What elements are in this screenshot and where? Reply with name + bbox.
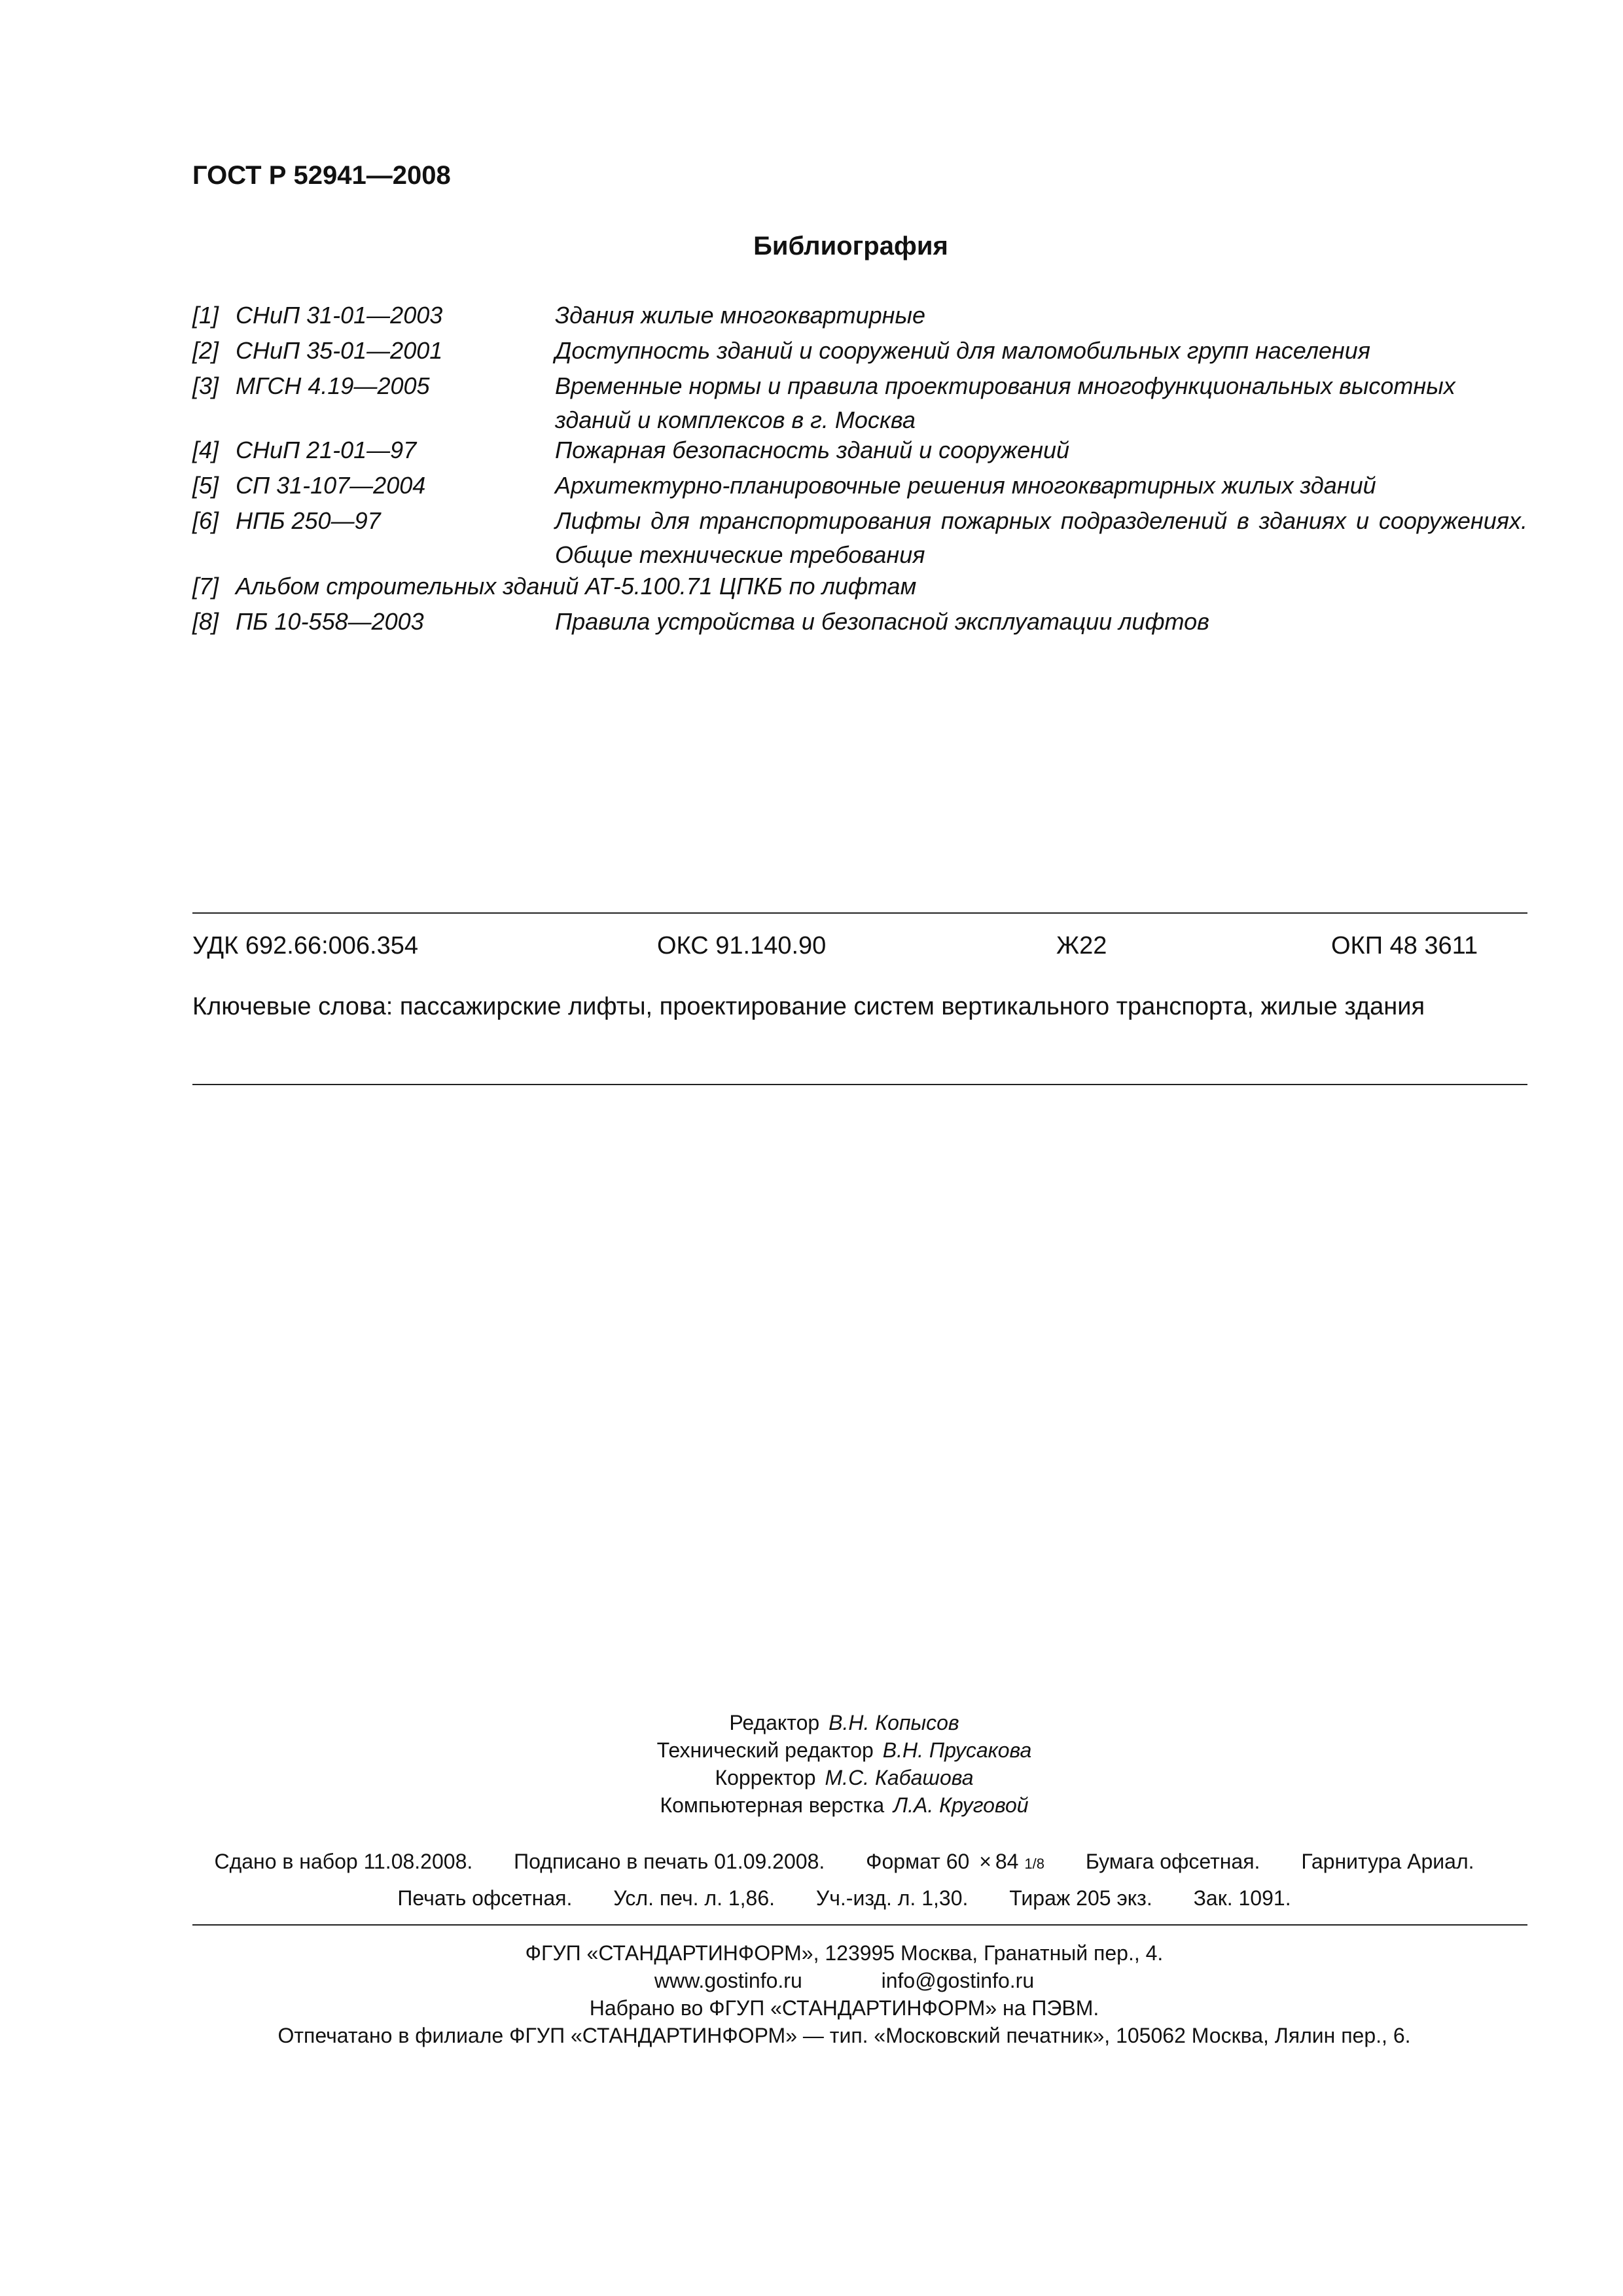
entry-description: Здания жилые многоквартирные: [555, 302, 925, 329]
entry-description: Правила устройства и безопасной эксплуатации лифтов: [555, 608, 1209, 635]
bibliography-title: Библиография: [753, 232, 948, 260]
entry-number: [2]: [192, 337, 219, 364]
entry-description: Временные нормы и правила проектирования многофункциональных высотных зданий и комплексов в г. Москва: [555, 372, 1455, 433]
entry-number: [4]: [192, 437, 219, 463]
credit-name: Л.А. Круговой: [893, 1793, 1029, 1817]
print-format: [866, 1850, 1044, 1874]
entry-number: [5]: [192, 472, 219, 499]
order-number: Зак. 1091.: [1193, 1886, 1291, 1910]
credit-line: [0, 1711, 1623, 1735]
signed-date: Подписано в печать 01.09.2008.: [514, 1850, 825, 1873]
credit-line: [0, 1793, 1623, 1818]
entry-code: МГСН 4.19—2005: [236, 372, 430, 399]
credit-name: В.Н. Копысов: [829, 1711, 959, 1734]
entry-code: СНиП 21-01—97: [236, 437, 417, 463]
format-times: ×: [979, 1850, 991, 1873]
format-fraction: 1/8: [1024, 1856, 1044, 1872]
credit-name: В.Н. Прусакова: [882, 1738, 1032, 1762]
entry-number: [3]: [192, 372, 219, 399]
credit-role: Редактор: [729, 1711, 820, 1734]
typeface: Гарнитура Ариал.: [1301, 1850, 1474, 1873]
entry-description: Пожарная безопасность зданий и сооружений: [555, 437, 1070, 463]
keywords: Ключевые слова: пассажирские лифты, проектирование систем вертикального транспорта, жилые здания: [192, 993, 1425, 1020]
entry-code: СП 31-107—2004: [236, 472, 426, 499]
imprint-bottom-rule: [192, 1924, 1527, 1926]
publisher-website[interactable]: www.gostinfo.ru: [654, 1969, 802, 1992]
keywords-bottom-rule: [192, 1084, 1527, 1085]
entry-number: [6]: [192, 507, 219, 534]
credit-line: [0, 1766, 1623, 1790]
entry-description: Лифты для транспортирования пожарных подразделений в зданиях и сооружениях. Общие технические требования: [555, 507, 1527, 568]
imprint-line-1: [0, 1850, 1623, 1874]
credit-role: Корректор: [715, 1766, 816, 1789]
credit-role: Компьютерная верстка: [660, 1793, 885, 1817]
paper-type: Бумага офсетная.: [1085, 1850, 1260, 1873]
publication-sheets: Уч.-изд. л. 1,30.: [815, 1886, 969, 1910]
publisher-email[interactable]: info@gostinfo.ru: [881, 1969, 1035, 1992]
entry-code: НПБ 250—97: [236, 507, 381, 534]
standard-code: ГОСТ Р 52941—2008: [192, 161, 451, 190]
entry-number: [8]: [192, 608, 219, 635]
entry-code: СНиП 35-01—2001: [236, 337, 443, 364]
entry-full-title: Альбом строительных зданий АТ-5.100.71 ЦПКБ по лифтам: [236, 573, 917, 600]
typeset-note: Набрано во ФГУП «СТАНДАРТИНФОРМ» на ПЭВМ.: [589, 1996, 1099, 2020]
group-code: Ж22: [1056, 932, 1107, 960]
udk-code: УДК 692.66:006.354: [192, 932, 419, 960]
credit-name: М.С. Кабашова: [825, 1766, 974, 1789]
classification-top-rule: [192, 912, 1527, 914]
format-label: Формат 60: [866, 1850, 970, 1873]
entry-code: ПБ 10-558—2003: [236, 608, 424, 635]
print-method: Печать офсетная.: [397, 1886, 573, 1910]
credit-line: [0, 1738, 1623, 1763]
printed-note: Отпечатано в филиале ФГУП «СТАНДАРТИНФОРМ» — тип. «Московский печатник», 105062 Москва, Лялин пер., 6.: [277, 2024, 1411, 2047]
okp-code: ОКП 48 3611: [1331, 932, 1478, 960]
print-run: Тираж 205 экз.: [1009, 1886, 1152, 1910]
entry-number: [7]: [192, 573, 219, 600]
format-value: 84: [995, 1850, 1019, 1873]
entry-description: Доступность зданий и сооружений для маломобильных групп населения: [555, 337, 1370, 364]
entry-code: СНиП 31-01—2003: [236, 302, 443, 329]
oks-code: ОКС 91.140.90: [657, 932, 827, 960]
imprint-line-2: [0, 1886, 1623, 1910]
submitted-date: Сдано в набор 11.08.2008.: [214, 1850, 473, 1873]
print-sheets: Усл. печ. л. 1,86.: [613, 1886, 776, 1910]
entry-description: Архитектурно-планировочные решения многоквартирных жилых зданий: [555, 472, 1376, 499]
publisher-address: ФГУП «СТАНДАРТИНФОРМ», 123995 Москва, Гранатный пер., 4.: [525, 1941, 1164, 1965]
publisher-contacts: [0, 1969, 1623, 1993]
entry-number: [1]: [192, 302, 219, 329]
credit-role: Технический редактор: [656, 1738, 874, 1762]
